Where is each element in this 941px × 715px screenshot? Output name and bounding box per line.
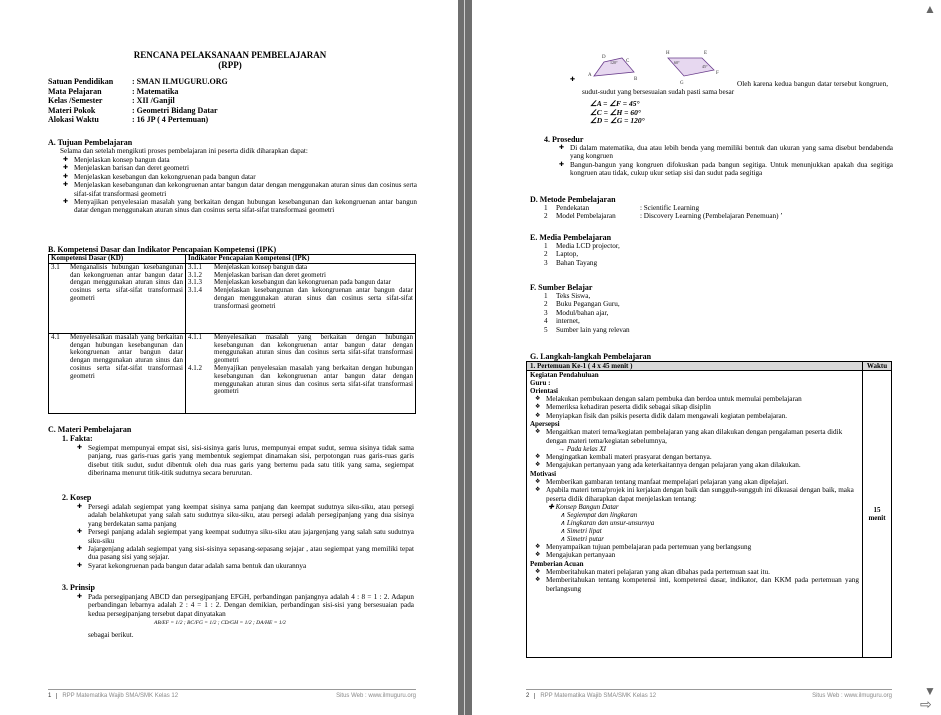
metode-list [544,204,783,221]
sumber-item [544,300,630,308]
list-text: Buku Pegangan Guru, [556,300,620,309]
learning-steps-table [526,361,892,658]
konsep-item: ✚ Syarat kekongruenan pada bangun datar adalah sama bentuk dan ukurannya [76,562,414,570]
identity-key: Mata Pelajaran [48,86,102,96]
sumber-item [544,309,630,317]
identity-key: Materi Pokok [48,105,96,115]
metode-value: : Discovery Learning (Pembelajaran Penemuan) ’ [640,212,783,221]
konsep-item: ✚ Jajargenjang adalah segiempat yang sisi-sisinya sepasang-sepasang sejajar , atau segiempat yang memiliki tepat dua pasang sisi yang sejajar. [76,545,414,562]
list-number: 3 [544,308,548,317]
konsep-sub-item: ∧ Segiempat dan lingkaran [560,511,638,520]
ipk-cell-2 [186,333,416,413]
media-item [544,250,620,258]
identity-row [48,115,348,125]
kd-cell-2 [49,333,186,413]
konsep-item: ✚ Persegi adalah segiempat yang keempat sisinya sama panjang dan keempat sudutnya siku-siku, atau persegi adalah belahketupat yang salah satu sudutnya siku-siku, atau persegi adalah persegipanjang yang dua sisinya yang berdekatan sama panjang [76,503,414,528]
objective-item: ✚ Menyajikan penyelesaian masalah yang berkaitan dengan hubungan kesebangunan dan kekongruenan antar bangun datar dengan menggunakan aturan sinus dan cosinus serta sifat-sifat transformasi geometri [62,198,417,215]
footer-left-text: RPP Matematika Wajib SMA/SMK Kelas 12 [62,692,179,699]
acuan-item: ❖ Memberitahukan tentang kompetensi inti, kompetensi dasar, indikator, dan KKM pada pertemuan yang berlangsung [534,576,859,593]
page-gutter-line [464,0,465,715]
label-c: C [626,59,630,64]
label-d: D [602,55,606,60]
prosedur-heading: 4. Prosedur [544,135,584,144]
media-item [544,242,620,250]
activities-cell [527,371,863,658]
orientasi-list [530,395,859,420]
list-number: 4 [544,317,548,326]
ratio-formula: AB/EF = 1/2 ; BC/FG = 1/2 ; CD/GH = 1/2 ; DA/HE = 1/2 [154,620,286,626]
label-b: B [634,77,638,82]
identity-row [48,77,348,87]
identity-row [48,96,348,106]
next-page-icon[interactable]: ⇨ [920,696,932,712]
objective-item: ✚ Menjelaskan konsep bangun data [62,156,417,164]
ipk-number: 3.1.2 [188,270,202,279]
scroll-up-icon[interactable]: ▲ [924,2,936,16]
identity-row [48,87,348,97]
figure-caption: Oleh karena kedua bangun datar tersebut kongruen, sudut-sudut yang bersesuaian sudah pasti sama besar [582,80,888,97]
sumber-item [544,317,630,325]
list-text: internet, [556,317,580,326]
label-60: 60° [674,60,680,65]
section-a-heading: A. Tujuan Pembelajaran [48,138,133,147]
list-number: 2 [544,250,548,259]
identity-value: : XII /Ganjil [132,96,175,105]
media-list [544,242,620,267]
list-text: Modul/bahan ajar, [556,308,609,317]
list-number: 3 [544,258,548,267]
ipk-text: Menyelesaikan masalah yang berkaitan dengan hubungan kesebangunan dan kekongruenan antar bangun datar dengan menggunakan aturan sinus dan cosinus serta sifat-sifat transformasi geometri [214,332,413,365]
orientasi-label: Orientasi [530,387,558,395]
motivasi-label: Motivasi [530,469,557,478]
kd-number: 4.1 [51,332,60,341]
sumber-item [544,326,630,334]
konsep-bangun-datar: ✚ Konsep Bangun Datar [548,503,619,512]
ipk-number: 3.1.3 [188,278,202,287]
identity-key: Satuan Pendidikan [48,77,114,86]
media-item [544,259,620,267]
label-120: 120° [610,60,618,65]
section-f-heading: F. Sumber Belajar [530,283,593,292]
objective-item: ✚ Menjelaskan kesebangun dan kekongruenan pada bangun datar [62,173,417,181]
section-a-intro: Selama dan setelah mengikuti proses pembelajaran ini peserta didik diharapkan dapat: [60,147,308,155]
pendahuluan-label: Kegiatan Pendahuluan [530,371,599,379]
motivasi-item: ❖ Menyampaikan tujuan pembelajaran pada pertemuan yang berlangsung [534,543,859,551]
prinsip-heading: 3. Prinsip [62,583,95,592]
identity-block [48,77,348,125]
document-subtitle: (RPP) [218,60,242,70]
angle-equality: ∠A = ∠F = 45° [590,99,640,108]
footer-website: Situs Web : www.ilmuguru.org [812,692,892,699]
label-g: G [680,81,684,86]
apersepsi-item: ❖ Mengajukan pertanyaan yang ada keterkaitannya dengan pelajaran yang akan dilakukan. [534,461,859,469]
fakta-heading: 1. Fakta: [62,434,93,443]
ipk-row [188,334,413,365]
apersepsi-list [530,428,859,470]
ipk-row [188,287,413,310]
identity-value: : Geometri Bidang Datar [132,105,218,115]
motivasi-item: ❖ Memberikan gambaran tentang manfaat mempelajari pelajaran yang akan dipelajari. [534,478,859,486]
metode-number: 1 [544,204,548,212]
identity-value: : 16 JP ( 4 Pertemuan) [132,115,209,124]
page-gutter [458,0,472,715]
fakta-list [76,444,414,478]
document-title: RENCANA PELAKSANAAN PEMBELAJARAN [133,50,327,60]
footer-website: Situs Web : www.ilmuguru.org [336,692,416,699]
ipk-number: 4.1.2 [188,363,202,372]
ipk-number: 4.1.1 [188,332,202,341]
objective-item: ✚ Menjelaskan barisan dan deret geometri [62,164,417,172]
label-f: F [716,71,719,76]
identity-value: : SMAN ILMUGURU.ORG [132,77,228,86]
angle-equality: ∠D = ∠G = 120° [590,116,645,126]
motivasi-list [530,478,859,560]
identity-key: Kelas /Semester [48,96,103,105]
page-number: 2 [526,693,535,699]
kd-number: 3.1 [51,262,60,271]
section-d-heading: D. Metode Pembelajaran [530,195,616,204]
metode-key: Pendekatan [556,204,590,212]
label-h: H [666,51,670,56]
list-number: 1 [544,292,548,300]
list-number: 1 [544,242,548,250]
document-page-1 [0,0,458,715]
ipk-text: Menjelaskan kesebangun dan kekongruenan pada bangun datar [214,278,391,287]
label-a: A [588,73,592,78]
prinsip-list [76,593,414,618]
label-45: 45° [702,64,708,69]
konsep-list [76,503,414,570]
angle-equalities [590,100,645,126]
meeting-header: 1. Pertemuan Ke-1 ( 4 x 45 menit ) [527,362,863,371]
list-text: Teks Siswa, [556,292,591,300]
apersepsi-item: ❖ Mengaitkan materi tema/kegiatan pembelajaran yang akan dilakukan dengan pengalaman peserta didik dengan materi tema/kegiatan sebelumnya, [534,428,859,445]
metode-row [544,212,783,220]
konsep-sub-item: ∧ Simetri putar [560,535,605,544]
kd-text: Menganalisis hubungan kesebangunan dan kekongruenan antar bangun datar dengan menggunakan aturan sinus dan cosinus serta sifat-sifat transformasi geometri [70,262,183,302]
orientasi-item: ❖ Memeriksa kehadiran peserta didik sebagai sikap disiplin [534,403,859,411]
konsep-heading: 2. Kosep [62,493,92,502]
fakta-item: ✚ Segiempat mempunyai empat sisi, sisi-sisinya garis lurus, mempunyai empat sudut, semua sisinya tidak sama panjang, ruas garis-ruas garis yang membentuk segiempat dinamakan sisi, perpotongan ruas garis-ruas garis disebut titik sudut, sudut dibentuk oleh dua ruas garis yang bertemu pada satu titik yang sama, segiempat diberinama menurut titik-titik sudutnya secara berurutan. [76,444,414,478]
page-footer-1 [48,689,416,701]
ipk-text: Menjelaskan konsep bangun data [214,262,308,271]
list-text: Laptop, [556,250,579,259]
ipk-number: 3.1.4 [188,286,202,295]
prinsip-item: ✚ Pada persegipanjang ABCD dan persegipanjang EFGH, perbandingan panjangnya adalah 4 : 8 = 1 : 2. Adapun perbandingan lebarnya adalah 2 : 4 = 1 : 2. Dengan demikian, perbandingan sisi-sisi yang bersesuaian pada kedua persegipanjang tersebut dapat dinyatakan [76,593,414,618]
ipk-text: Menyajikan penyelesaian masalah yang berkaitan dengan hubungan kesebangunan dan kekongruenan antar bangun datar dengan menggunakan aturan sinus dan cosinus serta sifat-sifat transformasi geometri [214,363,413,396]
acuan-label: Pemberian Acuan [530,559,584,568]
ipk-number: 3.1.1 [188,262,202,271]
konsep-sub-item: ∧ Lingkaran dan unsur-unsurnya [560,519,655,528]
metode-key: Model Pembelajaran [556,212,616,221]
section-g-heading: G. Langkah-langkah Pembelajaran [530,352,652,361]
footer-left-text: RPP Matematika Wajib SMA/SMK Kelas 12 [540,692,657,699]
time-cell: 15 menit [863,371,892,658]
list-text: Bahan Tayang [556,258,598,267]
scroll-down-icon[interactable]: ▼ [924,684,936,698]
acuan-list [530,568,859,593]
kd-cell-1 [49,263,186,333]
identity-key: Alokasi Waktu [48,115,99,124]
section-e-heading: E. Media Pembelajaran [530,233,612,242]
identity-row [48,106,348,116]
figure-bullet: ✚ [570,77,576,83]
page-footer-2 [526,689,892,701]
ipk-text: Menjelaskan kesebangunan dan kekongruenan antar bangun datar dengan menggunakan aturan sinus dan cosinus serta sifat-sifat transformasi geometri [214,286,413,310]
page-number: 1 [48,693,57,699]
acuan-item: ❖ Memberitahukan materi pelajaran yang akan dibahas pada pertemuan saat itu. [534,568,859,576]
sumber-item [544,292,630,300]
pada-kelas-note: → Pada kelas XI [558,445,607,454]
kd-header: Kompetensi Dasar (KD) [49,255,186,264]
identity-value: : Matematika [132,86,179,96]
prinsip-tail: sebagai berikut. [88,631,134,639]
ipk-cell-1 [186,263,416,333]
label-e: E [704,51,708,56]
list-text: Sumber lain yang relevan [556,325,630,334]
apersepsi-label: Apersepsi [530,420,560,429]
metode-row [544,204,783,212]
prosedur-list [558,144,893,178]
orientasi-item: ❖ Menyiapkan fisik dan psikis peserta didik dalam mengawali kegiatan pembelajaran. [534,412,859,420]
ipk-header: Indikator Pencapaian Kompetensi (IPK) [186,255,416,264]
objectives-list [62,156,417,215]
konsep-item: ✚ Persegi panjang adalah segiempat yang keempat sudutnya siku-siku atau jajargenjang yang salah satu sudutnya siku-siku [76,528,414,545]
ipk-row [188,365,413,396]
time-header: Waktu [863,362,892,371]
kd-text: Menyelesaikan masalah yang berkaitan dengan hubungan kesebangunan dan kekongruenan antar bangun datar dengan menggunakan aturan sinus dan cosinus serta sifat-sifat transformasi geometri [70,332,183,380]
guru-label: Guru : [530,379,551,387]
competency-table [48,254,416,414]
ipk-text: Menjelaskan barisan dan deret geometri [214,270,326,279]
prosedur-item: ✚ Di dalam matematika, dua atau lebih benda yang memiliki bentuk dan ukuran yang sama disebut bendabenda yang kongruen [558,144,893,161]
sumber-list [544,292,630,334]
angle-equality: ∠C = ∠H = 60° [590,107,641,117]
section-c-heading: C. Materi Pembelajaran [48,425,132,434]
konsep-sub-item: ∧ Simetri lipat [560,527,602,536]
list-number: 2 [544,300,548,309]
prosedur-item: ✚ Bangun-bangun yang kongruen difokuskan pada bangun segitiga. Untuk menunjukkan apakah dua segitiga kongruen atau tidak, cukup ukur setiap sisi dan sudut pada segitiga [558,161,893,178]
motivasi-item: ❖ Mengajukan pertanyaan [534,551,859,559]
metode-number: 2 [544,212,548,221]
metode-value: : Scientific Learning [640,204,700,212]
objective-item: ✚ Menjelaskan kesebangunan dan kekongruenan antar bangun datar dengan menggunakan aturan sinus dan cosinus serta sifat-sifat transformasi geometri [62,181,417,198]
document-page-2 [472,0,941,715]
list-number: 5 [544,325,548,334]
list-text: Media LCD projector, [556,242,620,250]
motivasi-item: ❖ Apabila materi tema/projek ini kerjakan dengan baik dan sungguh-sungguh ini dikuasai dengan baik, maka peserta didik diharapkan dapat menjelaskan tentang: [534,486,859,503]
section-b-heading: B. Kompetensi Dasar dan Indikator Pencapaian Kompetensi (IPK) [48,245,277,254]
orientasi-item: ❖ Melakukan pembukaan dengan salam pembuka dan berdoa untuk memulai pembelajaran [534,395,859,403]
apersepsi-item: ❖ Mengingatkan kembali materi prasyarat dengan bertanya. [534,453,859,461]
